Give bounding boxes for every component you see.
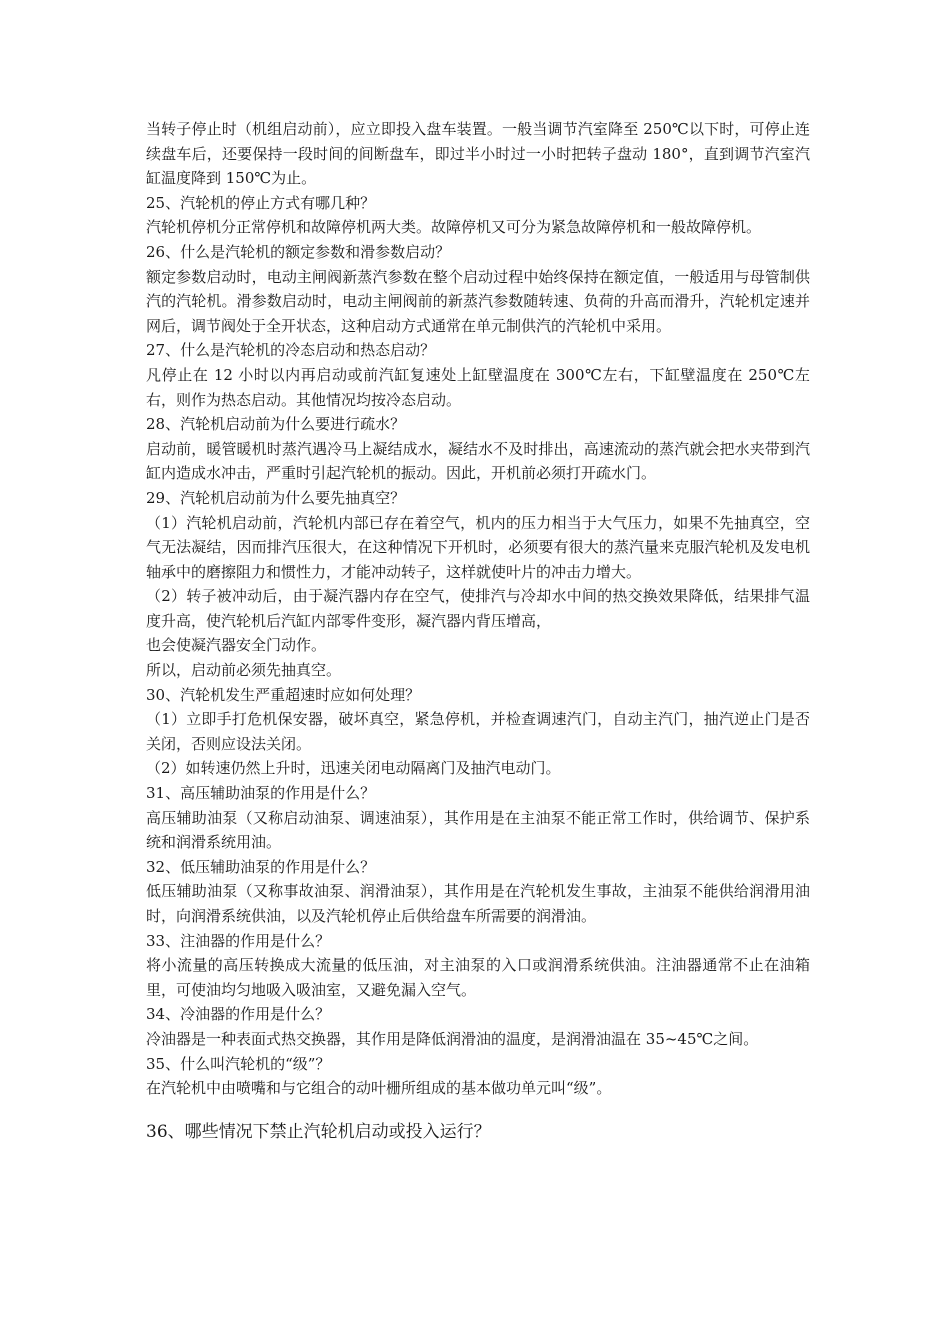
answer-34: 冷油器是一种表面式热交换器，其作用是降低润滑油的温度，是润滑油温在 35~45℃之间。 (146, 1029, 759, 1048)
answer-27: 凡停止在 12 小时以内再启动或前汽缸复速处上缸壁温度在 300℃左右，下缸壁温度在 250℃左右，则作为热态启动。其他情况均按冷态启动。 (146, 365, 810, 409)
answer-29-part-3: 也会使凝汽器安全门动作。 (146, 636, 327, 655)
answer-25: 汽轮机停机分正常停机和故障停机两大类。故障停机又可分为紧急故障停机和一般故障停机。 (146, 218, 762, 237)
question-35: 35、什么叫汽轮机的“级”？ (146, 1054, 331, 1073)
answer-35: 在汽轮机中由喷嘴和与它组合的动叶栅所组成的基本做功单元叫“级”。 (146, 1079, 612, 1098)
question-34: 34、冷油器的作用是什么？ (146, 1005, 331, 1024)
answer-33: 将小流量的高压转换成大流量的低压油，对主油泵的入口或润滑系统供油。注油器通常不止在油箱里，可使油均匀地吸入吸油室，又避免漏入空气。 (146, 956, 810, 999)
answer-30-part-1: （1）立即手打危机保安器，破坏真空，紧急停机，并检查调速汽门，自动主汽门，抽汽逆止门是否关闭，否则应设法关闭。 (146, 710, 810, 753)
question-32: 32、低压辅助油泵的作用是什么？ (146, 857, 376, 876)
question-31: 31、高压辅助油泵的作用是什么？ (146, 784, 376, 803)
question-25: 25、汽轮机的停止方式有哪几种？ (146, 193, 376, 212)
answer-30-part-2: （2）如转速仍然上升时，迅速关闭电动隔离门及抽汽电动门。 (146, 759, 561, 778)
question-26: 26、什么是汽轮机的额定参数和滑参数启动？ (146, 242, 451, 261)
answer-31: 高压辅助油泵（又称启动油泵、调速油泵），其作用是在主油泵不能正常工作时，供给调节、保护系统和润滑系统用油。 (146, 808, 810, 852)
question-36-heading: 36、哪些情况下禁止汽轮机启动或投入运行？ (146, 1121, 491, 1142)
question-29: 29、汽轮机启动前为什么要先抽真空？ (146, 488, 406, 507)
answer-28: 启动前，暖管暖机时蒸汽遇冷马上凝结成水，凝结水不及时排出，高速流动的蒸汽就会把水夹带到汽缸内造成水冲击，严重时引起汽轮机的振动。因此，开机前必须打开疏水门。 (146, 439, 810, 483)
question-28: 28、汽轮机启动前为什么要进行疏水？ (146, 415, 406, 434)
question-30: 30、汽轮机发生严重超速时应如何处理？ (146, 685, 421, 704)
answer-32: 低压辅助油泵（又称事故油泵、润滑油泵），其作用是在汽轮机发生事故，主油泵不能供给润滑用油时，向润滑系统供油，以及汽轮机停止后供给盘车所需要的润滑油。 (146, 882, 810, 925)
question-27: 27、什么是汽轮机的冷态启动和热态启动？ (146, 341, 436, 360)
answer-29-part-2: （2）转子被冲动后，由于凝汽器内存在空气，使排汽与冷却水中间的热交换效果降低，结果排气温度升高，使汽轮机后汽缸内部零件变形，凝汽器内背压增高， (146, 587, 810, 630)
answer-29-part-1: （1）汽轮机启动前，汽轮机内部已存在着空气，机内的压力相当于大气压力，如果不先抽真空，空气无法凝结，因而排汽压很大，在这种情况下开机时，必须要有很大的蒸汽量来克服汽轮机及发电机轴承中的磨擦阻力和惯性力，才能冲动转子，这样就使叶片的冲击力增大。 (146, 513, 810, 581)
paragraph-rotor-stop: 当转子停止时（机组启动前），应立即投入盘车装置。一般当调节汽室降至 250℃以下时，可停止连续盘车后，还要保持一段时间的间断盘车，即过半小时过一小时把转子盘动 180°，直到调节汽室汽缸温度降到 150℃为止。 (146, 120, 810, 188)
document-body (146, 117, 810, 1145)
answer-26: 额定参数启动时，电动主闸阀新蒸汽参数在整个启动过程中始终保持在额定值，一般适用与母管制供汽的汽轮机。滑参数启动时，电动主闸阀前的新蒸汽参数随转速、负荷的升高而滑升，汽轮机定速并网后，调节阀处于全开状态，这种启动方式通常在单元制供汽的汽轮机中采用。 (146, 267, 810, 335)
question-33: 33、注油器的作用是什么？ (146, 931, 331, 950)
answer-29-conclusion: 所以，启动前必须先抽真空。 (146, 661, 342, 680)
